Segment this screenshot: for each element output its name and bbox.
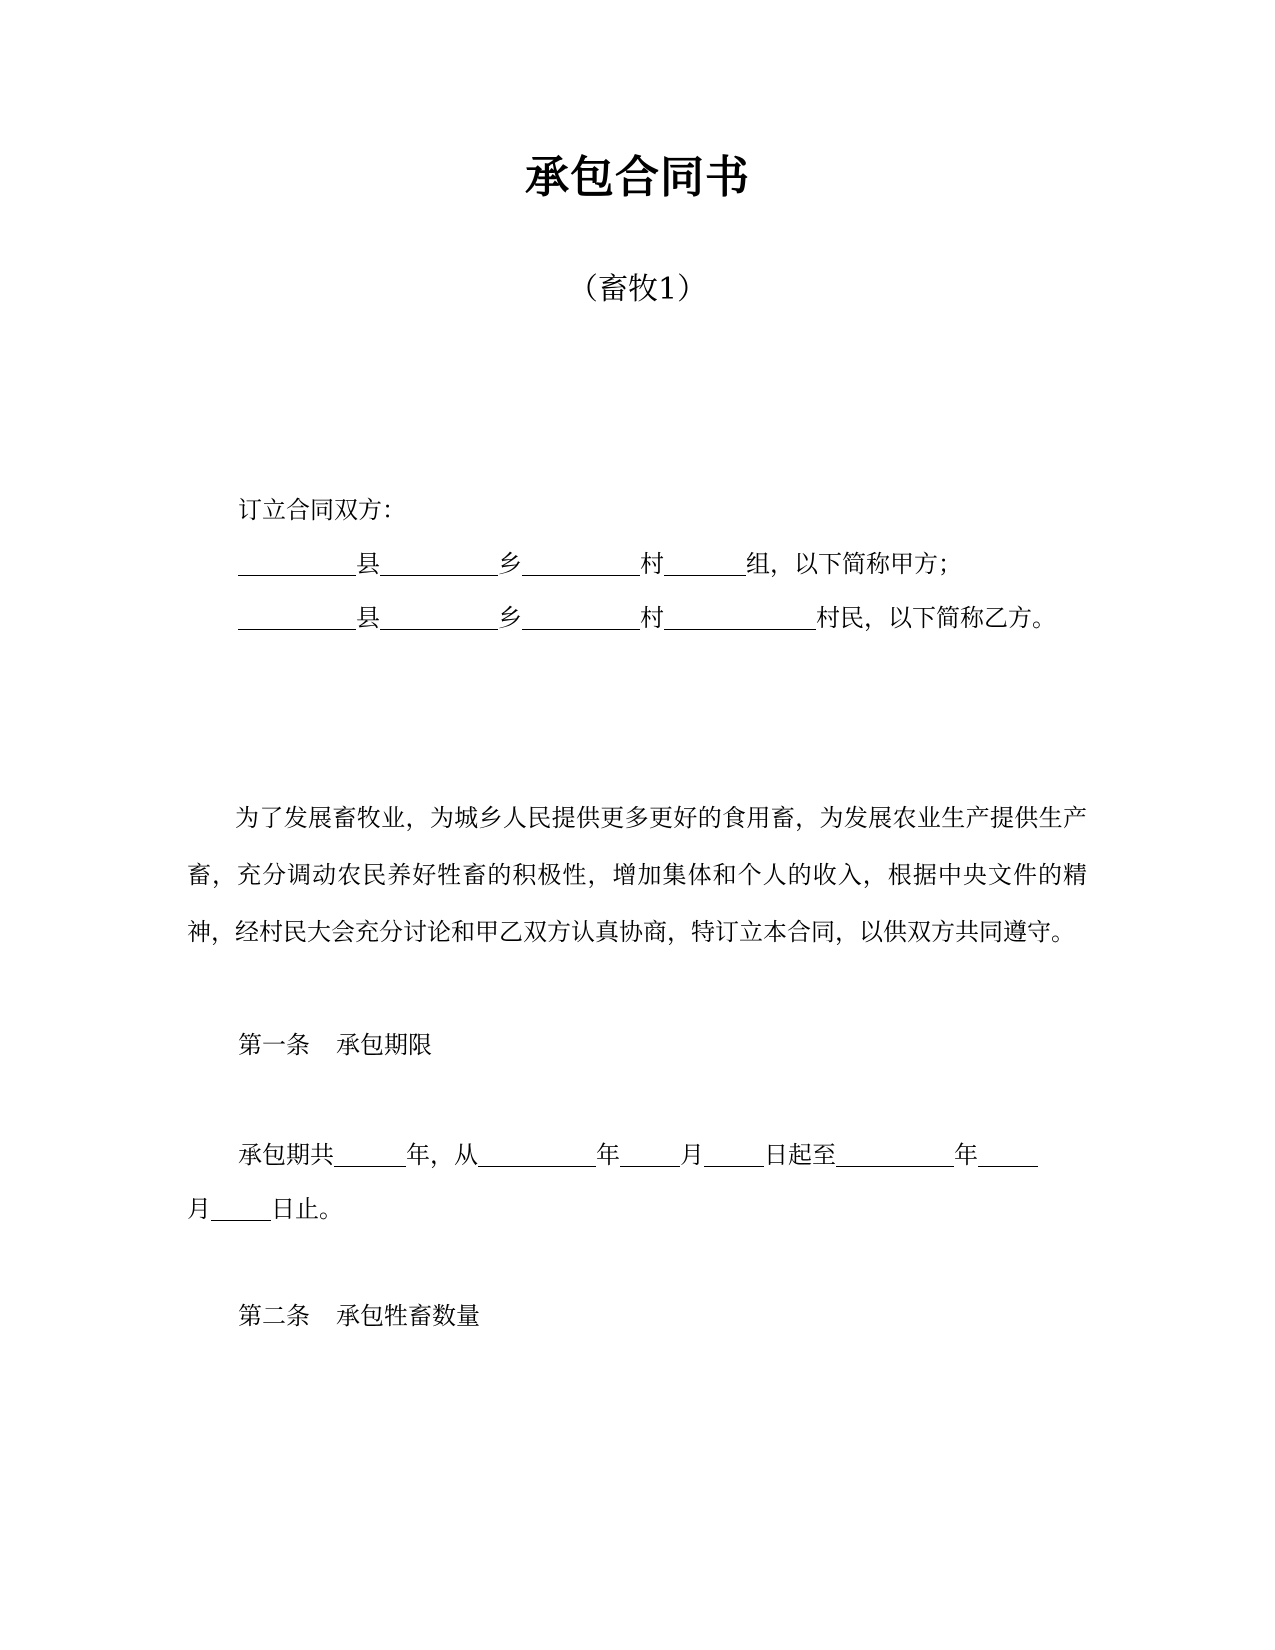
party-b-village-label: 村	[640, 604, 664, 632]
party-b-line	[238, 598, 1056, 638]
blank-end-month-placeholder[interactable]	[978, 1140, 1038, 1167]
article-2-number: 第二条	[238, 1302, 310, 1330]
blank-group[interactable]	[664, 549, 746, 576]
blank-township[interactable]	[380, 549, 498, 576]
party-b-county-label: 县	[356, 604, 380, 632]
parties-intro: 订立合同双方：	[238, 496, 406, 524]
party-a-township-label: 乡	[498, 550, 522, 578]
blank-villager-name[interactable]	[664, 603, 816, 630]
term-text-2: 年，从	[406, 1141, 478, 1169]
blank-end-day[interactable]	[211, 1194, 271, 1221]
term-text-8: 日止。	[271, 1195, 343, 1223]
term-line-1	[238, 1135, 1038, 1175]
blank-end-year[interactable]	[836, 1140, 954, 1167]
article-1-number: 第一条	[238, 1031, 310, 1059]
blank-county[interactable]	[238, 549, 356, 576]
party-a-line	[238, 544, 962, 584]
blank-start-day[interactable]	[704, 1140, 764, 1167]
party-a-village-label: 村	[640, 550, 664, 578]
term-text-6: 年	[954, 1141, 978, 1169]
preamble-paragraph: 为了发展畜牧业，为城乡人民提供更多更好的食用畜，为发展农业生产提供生产畜，充分调动农民养好牲畜的积极性，增加集体和个人的收入，根据中央文件的精神，经村民大会充分讨论和甲乙双方认真协商，特订立本合同，以供双方共同遵守。	[187, 804, 1087, 946]
term-text-3: 年	[596, 1141, 620, 1169]
blank-township[interactable]	[380, 603, 498, 630]
article-1-heading	[238, 1025, 432, 1065]
article-2-title: 承包牲畜数量	[336, 1302, 480, 1330]
blank-start-month[interactable]	[620, 1140, 680, 1167]
blank-term-years[interactable]	[334, 1140, 406, 1167]
article-2-heading	[238, 1296, 480, 1336]
blank-start-year[interactable]	[478, 1140, 596, 1167]
blank-village[interactable]	[522, 603, 640, 630]
term-text-4: 月	[680, 1141, 704, 1169]
article-1-title: 承包期限	[336, 1031, 432, 1059]
document-title: 承包合同书	[525, 152, 750, 203]
term-text-5: 日起至	[764, 1141, 836, 1169]
party-b-suffix: 村民，以下简称乙方。	[816, 604, 1056, 632]
blank-county[interactable]	[238, 603, 356, 630]
blank-village[interactable]	[522, 549, 640, 576]
term-text-7: 月	[187, 1195, 211, 1223]
term-line-2	[187, 1189, 343, 1229]
party-a-suffix: 组，以下简称甲方；	[746, 550, 962, 578]
party-a-county-label: 县	[356, 550, 380, 578]
party-b-township-label: 乡	[498, 604, 522, 632]
term-text-1: 承包期共	[238, 1141, 334, 1169]
document-subtitle: （畜牧1）	[567, 272, 708, 307]
